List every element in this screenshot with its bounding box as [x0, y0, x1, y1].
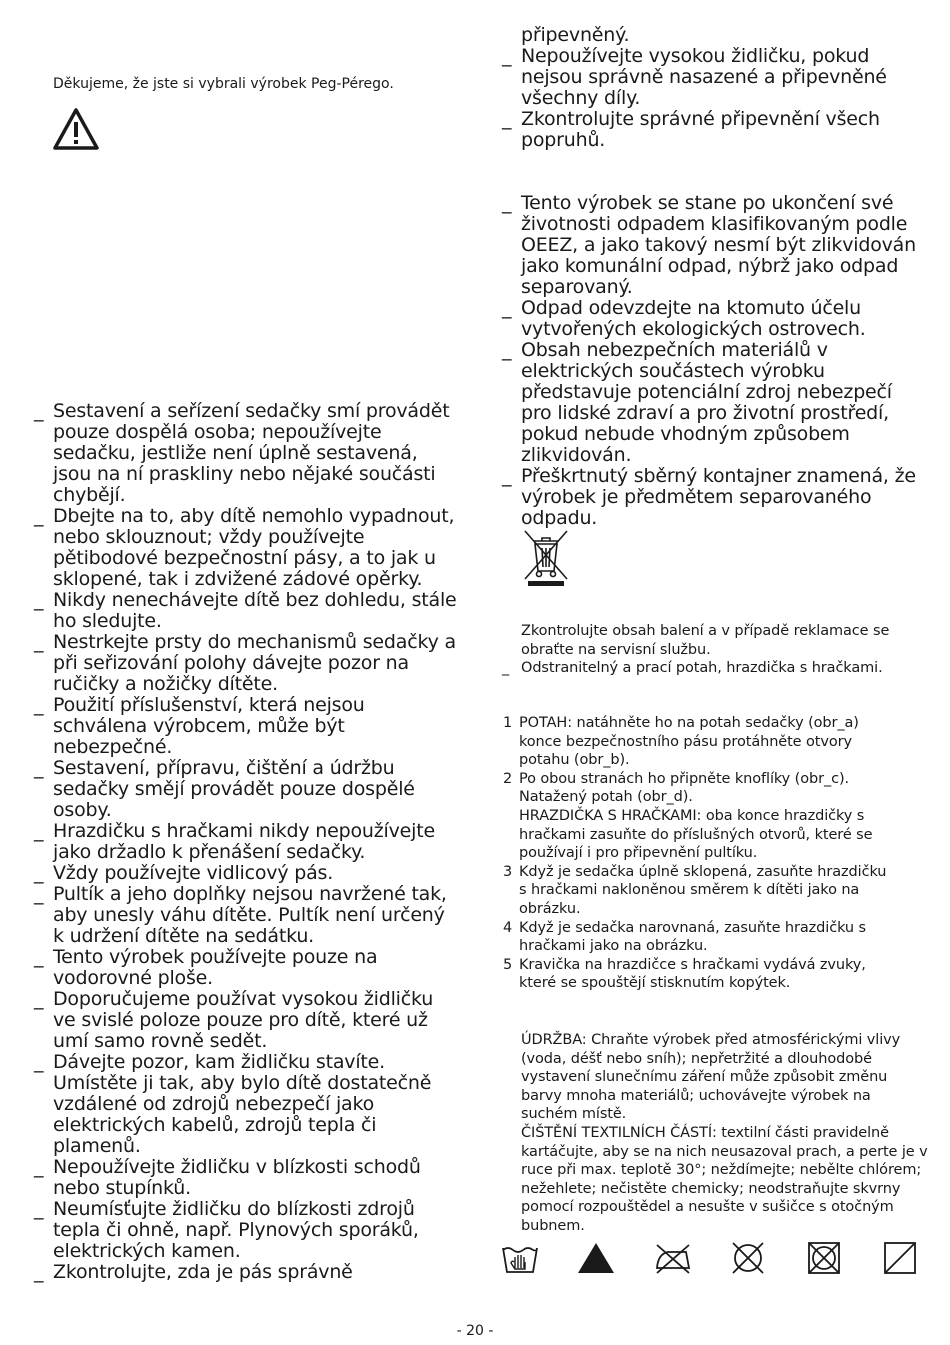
assembly-step	[503, 919, 898, 956]
safety-warnings-list	[34, 401, 459, 1283]
warning-item: _ Vždy používejte vidlicový pás.	[34, 863, 459, 884]
warning-item: _ Nepoužívejte vysokou židličku, pokud nejsou správně nasazené a připevněné všechny díly.	[502, 46, 927, 109]
assembly-step	[503, 863, 898, 919]
disposal-item: _ Tento výrobek se stane po ukončení své životnosti odpadem klasifikovaným podle OEEZ, a jako takový nesmí být zlikvidován jako komunální odpad, nýbrž jako odpad separovaný.	[502, 193, 927, 298]
package-contents-text: Zkontrolujte obsah balení a v případě reklamace se obraťte na servisní službu.	[521, 623, 890, 658]
hand-wash-icon	[500, 1240, 540, 1276]
step-text: Kravička na hrazdičce s hračkami vydává zvuky, které se spouštějí stisknutím kopýtek.	[519, 956, 866, 992]
crossed-out-wheelie-bin-icon	[522, 527, 570, 587]
page-number: - 20 -	[456, 1323, 494, 1339]
dry-flat-icon	[880, 1240, 920, 1276]
warning-item: _ Neumísťujte židličku do blízkosti zdrojů tepla či ohně, např. Plynových sporáků, elektrických kamen.	[34, 1199, 459, 1262]
disposal-item: _ Odpad odevzdejte na ktomuto účelu vytvořených ekologických ostrovech.	[502, 298, 927, 340]
step-number: 2	[503, 770, 513, 787]
assembly-step	[503, 770, 898, 863]
assembly-steps-list	[503, 714, 898, 993]
step-number: 1	[503, 715, 513, 731]
step-text: Když je sedačka narovnaná, zasuňte hrazdičku s hračkami jako na obrázku.	[519, 919, 866, 955]
warning-item: _ Sestavení, přípravu, čištění a údržbu sedačky smějí provádět pouze dospělé osoby.	[34, 758, 459, 821]
assembly-step	[503, 714, 898, 770]
intro-text: Děkujeme, že jste si vybrali výrobek Peg-Pérego.	[53, 76, 394, 92]
step-number: 4	[503, 919, 513, 936]
assembly-warnings-list	[502, 46, 927, 151]
tumble-dry-icon	[804, 1240, 844, 1276]
care-symbols	[500, 1240, 920, 1276]
step-text: POTAH: natáhněte ho na potah sedačky (obr_a) konce bezpečnostního pásu protáhněte otvory potahu (obr_b).	[519, 715, 859, 769]
assembly-step	[503, 956, 898, 993]
warning-item: _ Dávejte pozor, kam židličku stavíte. Umístěte ji tak, aby bylo dítě dostatečně vzdálené od zdrojů nebezpečí jako elektrických kabelů, zdrojů tepla či plamenů.	[34, 1052, 459, 1157]
right-top-section	[502, 25, 927, 151]
no-ironing-icon	[652, 1240, 692, 1276]
disposal-item: _ Obsah nebezpečních materiálů v elektrických součástech výrobku představuje potenciální zdroj nebezpečí pro lidské zdraví a pro životní prostředí, pokud nebude vhodným způsobem zlikvidován.	[502, 340, 927, 466]
warning-item: _ Nestrkejte prsty do mechanismů sedačky a při seřizování polohy dávejte pozor na ručičky a nožičky dítěte.	[34, 632, 459, 695]
step-text: Když je sedačka úplně sklopená, zasuňte hrazdičku s hračkami nakloněnou směrem k dítěti jako na obrázku.	[519, 863, 887, 917]
warning-triangle-icon	[52, 107, 100, 151]
disposal-info-list	[502, 193, 927, 529]
warning-item: _ Dbejte na to, aby dítě nemohlo vypadnout, nebo sklouznout; vždy používejte pětibodové bezpečnostní pásy, a to jak u sklopené, tak i zdvižené zádové opěrky.	[34, 506, 459, 590]
package-contents-section	[502, 622, 927, 678]
warning-item: _ Nikdy nenechávejte dítě bez dohledu, stále ho sledujte.	[34, 590, 459, 632]
warning-item: _ Tento výrobek používejte pouze na vodorovné ploše.	[34, 947, 459, 989]
warning-item: _ Zkontrolujte správné připevnění všech popruhů.	[502, 109, 927, 151]
continuation-text: připevněný.	[521, 24, 630, 46]
warning-item: _ Nepoužívejte židličku v blízkosti schodů nebo stupínků.	[34, 1157, 459, 1199]
no-dry-cleaning-icon	[728, 1240, 768, 1276]
disposal-item: _ Přeškrtnutý sběrný kontajner znamená, že výrobek je předmětem separovaného odpadu.	[502, 466, 927, 529]
warning-item: _ Doporučujeme používat vysokou židličku ve svislé poloze pouze pro dítě, které už umí samo rovně sedět.	[34, 989, 459, 1052]
maintenance-text: ÚDRŽBA: Chraňte výrobek před atmosférickými vlivy (voda, déšť nebo sníh); nepřetržité a dlouhodobé vystavení slunečnímu záření může způsobit změnu barvy mnoha materiálů; uchovávejte výrobek na suchém místě. ČIŠTĚNÍ TEXTILNÍCH ČÁSTÍ: textilní části pravidelně kartáčujte, aby se na nich neusazoval prach, a perte je v ruce při max. teplotě 30°; neždímejte; nebělte chlórem; nežehlete; nečistěte chemicky; neodstraňujte skvrny pomocí rozpouštědel a nesušte v sušičce s otočným bubnem.	[521, 1032, 928, 1234]
warning-item: _ Použití příslušenství, která nejsou schválena výrobcem, může být nebezpečné.	[34, 695, 459, 758]
warning-item: _ Pultík a jeho doplňky nejsou navržené tak, aby unesly váhu dítěte. Pultík není určený k udržení dítěte na sedátku.	[34, 884, 459, 947]
step-text: Po obou stranách ho připněte knoflíky (obr_c). Natažený potah (obr_d). HRAZDIČKA S HRAČKAMI: oba konce hrazdičky s hračkami zasuňte do příslušných otvorů, které se používají i pro připevnění pultíku.	[519, 770, 873, 862]
step-number: 5	[503, 956, 513, 973]
package-item: _ Odstranitelný a prací potah, hrazdička s hračkami.	[502, 659, 927, 678]
warning-item: _ Sestavení a seřízení sedačky smí provádět pouze dospělá osoba; nepoužívejte sedačku, jestliže není úplně sestavená, jsou na ní praskliny nebo nějaké součásti chybějí.	[34, 401, 459, 506]
bleach-allowed-icon	[576, 1240, 616, 1276]
warning-item: _ Hrazdičku s hračkami nikdy nepoužívejte jako držadlo k přenášení sedačky.	[34, 821, 459, 863]
warning-item: _ Zkontrolujte, zda je pás správně	[34, 1262, 459, 1283]
step-number: 3	[503, 863, 513, 880]
